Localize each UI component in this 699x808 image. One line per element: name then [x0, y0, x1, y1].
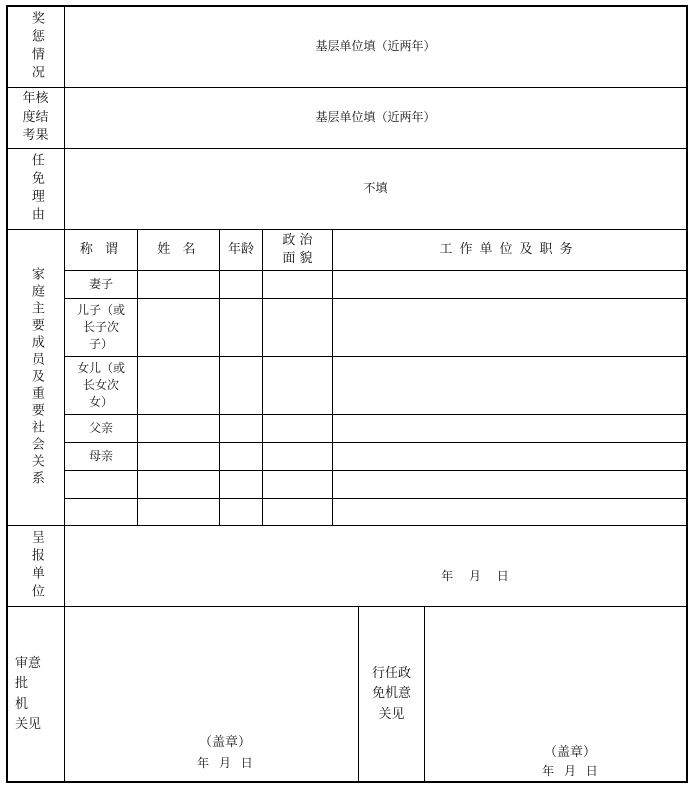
rewards-label: 奖惩情况 [28, 10, 44, 83]
divider-reporting [6, 606, 687, 607]
admin-opinion-label-line: 免机意 [371, 686, 411, 702]
approval-date: 年 月 日 [197, 756, 253, 771]
family-row-line [64, 498, 687, 499]
relation-line: 长子次 [82, 320, 119, 335]
header-name: 姓 名 [157, 241, 200, 257]
appointment-reason-content: 不填 [363, 181, 388, 196]
family-row-line [64, 270, 687, 271]
appointment-reason-label: 任免理由 [28, 153, 44, 225]
admin-opinion-date: 年 月 日 [542, 764, 598, 779]
reporting-unit-label: 呈报单位 [28, 530, 44, 602]
relation-cell: 妻子 [88, 276, 113, 291]
relation-cell [65, 299, 137, 356]
relation-cell: 父亲 [88, 420, 113, 435]
header-political-line: 政 治 [282, 233, 313, 249]
approval-label-line: 审意 [15, 656, 42, 672]
family-col-line [262, 229, 263, 525]
relation-line: 儿子（或 [76, 303, 125, 318]
header-political-line: 面 貌 [282, 251, 313, 266]
approval-seal: （盖章） [198, 734, 251, 750]
family-row-line [64, 298, 687, 299]
admin-opinion-seal: （盖章） [543, 744, 596, 760]
reporting-unit-date: 年 月 日 [441, 569, 509, 584]
header-political [263, 230, 332, 270]
relation-line: 女儿（或 [76, 361, 125, 376]
family-row-line [64, 356, 687, 357]
rewards-content: 基层单位填（近两年） [315, 38, 436, 53]
admin-opinion-label-line: 关见 [378, 706, 405, 722]
annual-review-label [7, 88, 64, 148]
header-work: 工作单位及职务 [439, 241, 580, 257]
approval-label [7, 607, 60, 782]
divider-family [6, 525, 687, 526]
border-bottom [6, 781, 688, 783]
relation-line: 女） [88, 394, 113, 409]
approval-col-line [424, 606, 425, 782]
approval-label-line: 机 [15, 696, 29, 712]
annual-review-label-line: 度结 [22, 109, 49, 125]
relation-cell [65, 471, 137, 498]
annual-review-label-line: 考果 [22, 128, 49, 144]
family-col-line [137, 229, 138, 525]
header-relation: 称 谓 [79, 241, 123, 257]
family-row-line [64, 470, 687, 471]
approval-label-line: 关见 [15, 716, 42, 732]
annual-review-label-line: 年核 [22, 90, 49, 106]
family-label: 家庭主要成员及重要社会关系 [28, 267, 44, 488]
annual-review-content: 基层单位填（近两年） [315, 110, 436, 125]
admin-opinion-label [359, 607, 424, 782]
border-right [686, 5, 688, 783]
relation-cell [65, 499, 137, 525]
relation-line: 长女次 [82, 378, 119, 393]
header-age: 年龄 [227, 241, 254, 257]
family-col-line [332, 229, 333, 525]
admin-opinion-label-line: 行任政 [371, 666, 411, 682]
relation-line: 子） [88, 336, 113, 351]
family-row-line [64, 442, 687, 443]
family-col-line [219, 229, 220, 525]
relation-cell [65, 357, 137, 414]
family-row-line [64, 414, 687, 415]
approval-label-line: 批 [15, 676, 29, 692]
relation-cell: 母亲 [88, 448, 113, 463]
